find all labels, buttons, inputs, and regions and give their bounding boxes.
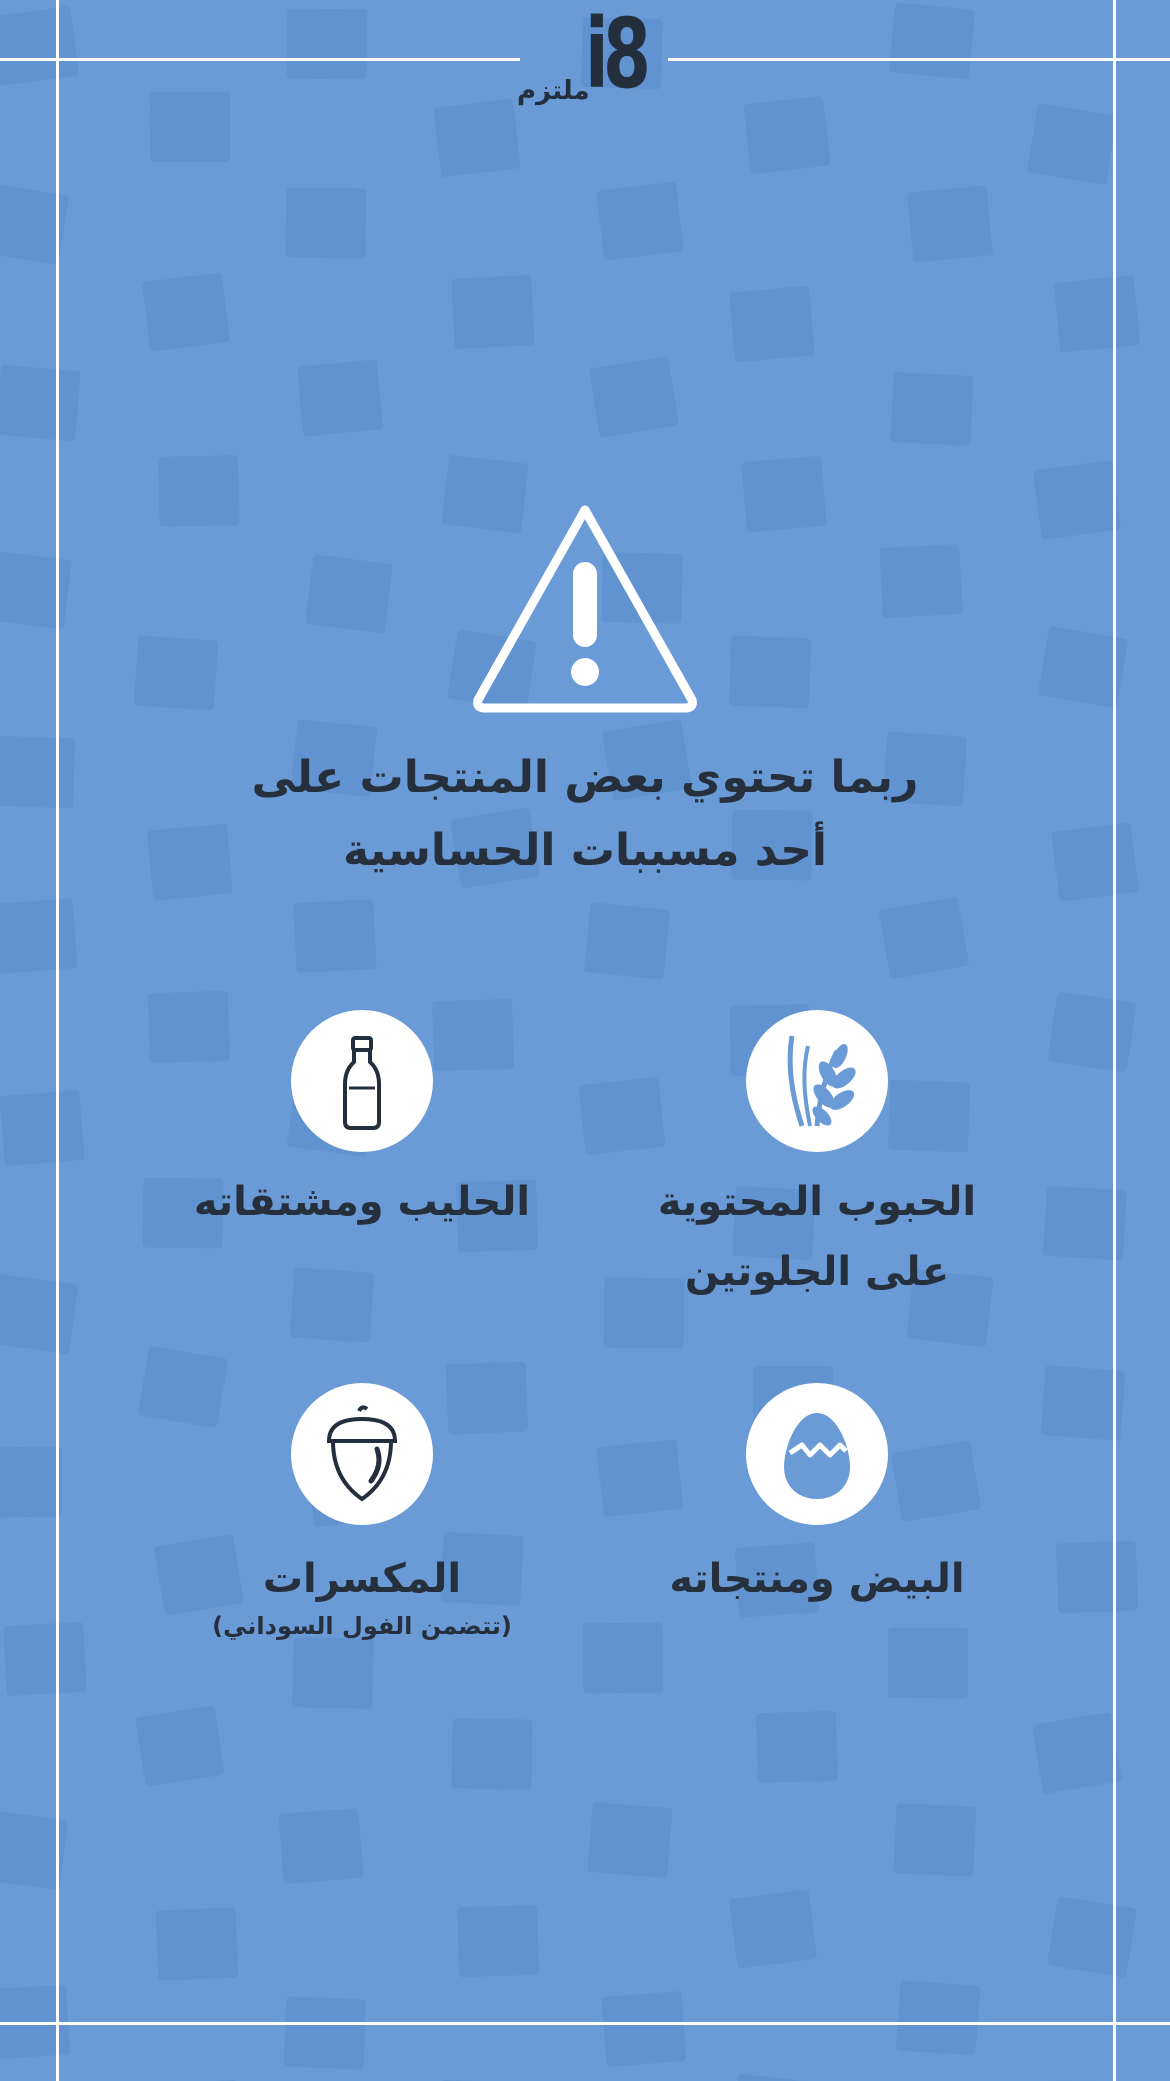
headline-line-1: ربما تحتوي بعض المنتجات على	[251, 752, 919, 803]
background-tile	[1053, 276, 1139, 353]
background-tile	[0, 551, 72, 630]
background-tile	[906, 185, 992, 262]
acorn-nut-icon	[291, 1383, 433, 1525]
background-tile	[134, 635, 218, 710]
background-tile	[741, 456, 826, 532]
allergen-label-milk: الحليب ومشتقاته	[193, 1179, 531, 1225]
frame-left-line	[56, 0, 59, 2081]
background-tile	[730, 2073, 817, 2081]
brand-logo	[513, 0, 665, 116]
background-tile	[743, 95, 830, 174]
background-tile	[290, 1267, 375, 1342]
background-tile	[457, 1905, 539, 1977]
background-tile	[452, 1718, 533, 1789]
background-tile	[1032, 1712, 1122, 1794]
background-tile	[0, 1090, 84, 1166]
background-tile	[142, 272, 230, 351]
allergen-note-peanuts: (تتضمن الفول السوداني)	[212, 1612, 512, 1640]
cracked-egg-icon	[746, 1383, 888, 1525]
background-tile	[891, 372, 974, 446]
background-tile	[584, 902, 671, 980]
background-tile	[582, 1623, 662, 1693]
background-tile	[150, 92, 230, 162]
background-tile	[148, 990, 230, 1063]
wheat-icon	[746, 1010, 888, 1152]
background-tile	[588, 1801, 673, 1877]
background-tile	[1026, 103, 1116, 185]
allergen-label-gluten-line-1: الحبوب المحتوية	[657, 1179, 977, 1225]
background-tile	[3, 1621, 87, 1695]
background-tile	[305, 554, 393, 633]
frame-top-line-left	[0, 58, 520, 61]
background-tile	[729, 636, 811, 708]
background-tile	[756, 1711, 838, 1784]
allergen-label-gluten-line-2: على الجلوتين	[684, 1249, 950, 1295]
background-tile	[296, 359, 382, 436]
background-tile	[888, 1079, 970, 1152]
background-tile	[155, 1907, 238, 1980]
background-tile	[887, 1628, 967, 1698]
background-tile	[601, 1991, 686, 2067]
background-tile	[1047, 991, 1137, 1072]
background-tile	[891, 1440, 982, 1522]
background-tile	[1051, 822, 1139, 901]
background-tile	[579, 1077, 666, 1155]
background-tile	[287, 9, 367, 79]
frame-top-line-right	[668, 58, 1170, 61]
warning-triangle-icon	[470, 500, 700, 715]
background-tile	[889, 2, 975, 80]
background-tile	[0, 1274, 78, 1354]
allergen-label-egg: البيض ومنتجاته	[669, 1556, 965, 1602]
background-tile	[293, 899, 376, 973]
background-tile	[1047, 1896, 1137, 1978]
background-tile	[879, 897, 970, 980]
background-tile	[0, 1447, 62, 1518]
background-tile	[0, 736, 75, 808]
background-tile	[879, 545, 962, 619]
background-tile	[893, 1803, 976, 1877]
background-tile	[135, 1705, 225, 1786]
background-tile	[158, 456, 239, 528]
background-tile	[729, 285, 815, 362]
brand-logo-sub: ملتزم	[517, 76, 590, 106]
allergen-label-nuts: المكسرات	[262, 1556, 462, 1602]
headline-line-2: أحد مسببات الحساسية	[342, 825, 828, 876]
background-tile	[0, 365, 81, 442]
background-tile	[0, 6, 79, 86]
background-tile	[445, 1362, 528, 1435]
background-tile	[285, 188, 366, 259]
background-tile	[292, 1637, 374, 1709]
background-tile	[588, 356, 678, 438]
background-tile	[433, 99, 521, 178]
background-tile	[596, 181, 684, 260]
frame-bottom-line	[0, 2022, 1170, 2025]
brand-logo-main: i8	[585, 0, 646, 110]
background-tile	[451, 275, 535, 349]
milk-bottle-icon	[291, 1010, 433, 1152]
background-tile	[728, 1889, 816, 1969]
background-tile	[1033, 460, 1121, 540]
background-tile	[278, 1808, 363, 1884]
background-tile	[432, 998, 514, 1070]
background-tile	[138, 1345, 228, 1427]
background-tile	[283, 1997, 366, 2070]
frame-right-line	[1113, 0, 1116, 2081]
background-tile	[0, 898, 77, 974]
background-tile	[1056, 1541, 1139, 1614]
background-tile	[895, 1980, 980, 2056]
background-tile	[597, 1439, 684, 1517]
